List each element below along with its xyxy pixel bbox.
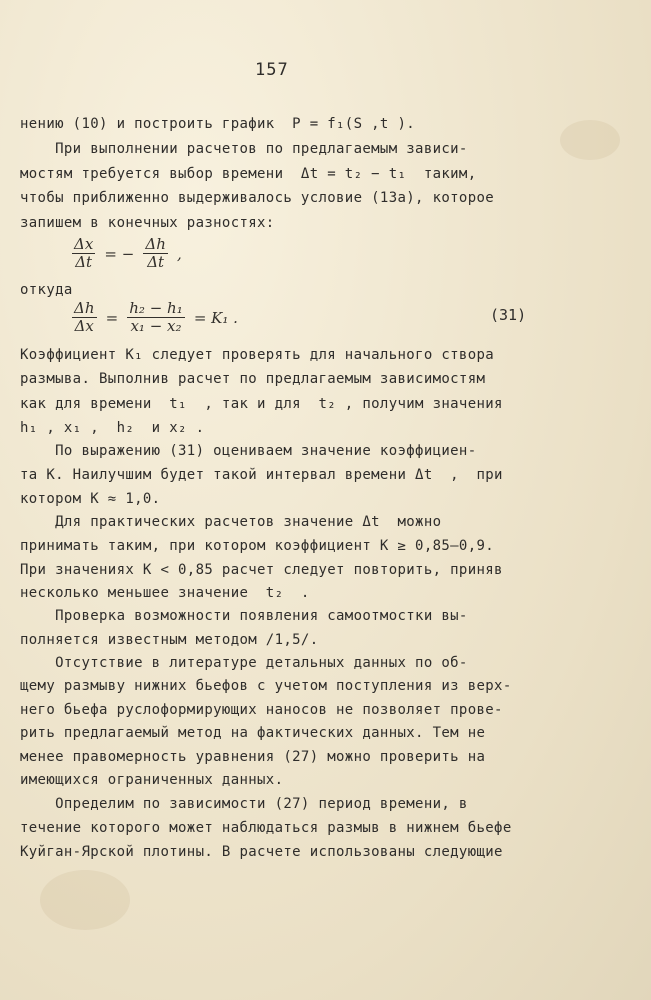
text-line: Коэффициент K₁ следует проверять для начального створа: [20, 347, 495, 363]
fraction: [72, 236, 95, 271]
result-coefficient: = K₁ .: [193, 308, 238, 327]
text-line: При значениях K < 0,85 расчет следует повторить, приняв: [20, 562, 503, 578]
fraction: [127, 300, 184, 335]
text-line: него бьефа руслоформирующих наносов не позволяет прове-: [20, 702, 503, 718]
paper-stain: [560, 120, 620, 160]
text-line: рить предлагаемый метод на фактических данных. Тем не: [20, 725, 486, 741]
fraction: [143, 236, 168, 271]
text-line: При выполнении расчетов по предлагаемым зависи-: [20, 141, 468, 157]
formula-difference-equation: [70, 236, 184, 271]
equals-minus: = −: [104, 244, 135, 263]
equals-sign: =: [105, 308, 119, 327]
text-line: течение которого может наблюдаться размыв в нижнем бьефе: [20, 820, 512, 836]
text-line: менее правомерность уравнения (27) можно проверить на: [20, 749, 486, 765]
text-line: запишем в конечных разностях:: [20, 215, 275, 231]
text-line: мостям требуется выбор времени Δt = t₂ − t₁ таким,: [20, 166, 477, 182]
fraction-denominator: Δt: [75, 253, 93, 271]
fraction-denominator: Δt: [147, 253, 165, 271]
paper-stain: [40, 870, 130, 930]
fraction-numerator: Δh: [74, 299, 95, 317]
text-line: размыва. Выполнив расчет по предлагаемым зависимостям: [20, 371, 486, 387]
fraction: [72, 300, 97, 335]
text-line: По выражению (31) оцениваем значение коэффициен-: [20, 443, 477, 459]
text-line: щему размыву нижних бьефов с учетом поступления из верх-: [20, 678, 512, 694]
text-line: имеющихся ограниченных данных.: [20, 772, 284, 788]
text-line: h₁ , x₁ , h₂ и x₂ .: [20, 420, 205, 436]
text-line: нению (10) и построить график Р = f₁(S ,t ).: [20, 116, 416, 132]
text-line: как для времени t₁ , так и для t₂ , получим значения: [20, 396, 503, 412]
text-line: откуда: [20, 282, 73, 298]
fraction-denominator: Δx: [74, 317, 94, 335]
text-line: несколько меньшее значение t₂ .: [20, 585, 310, 601]
text-line: Для практических расчетов значение Δt можно: [20, 514, 442, 530]
text-line: котором K ≈ 1,0.: [20, 491, 161, 507]
text-line: та K. Наилучшим будет такой интервал времени Δt , при: [20, 467, 503, 483]
fraction-numerator: h₂ − h₁: [129, 299, 183, 317]
comma: ,: [176, 244, 182, 263]
text-line: принимать таким, при котором коэффициент K ≥ 0,85–0,9.: [20, 538, 495, 554]
text-line: полняется известным методом /1,5/.: [20, 632, 319, 648]
text-line: Определим по зависимости (27) период времени, в: [20, 796, 468, 812]
page-number: 157: [255, 60, 289, 80]
text-line: Куйган-Ярской плотины. В расчете использованы следующие: [20, 844, 503, 860]
fraction-numerator: Δx: [74, 235, 94, 253]
text-line: Проверка возможности появления самоотмостки вы-: [20, 608, 468, 624]
fraction-numerator: Δh: [145, 235, 166, 253]
equation-number: (31): [490, 306, 527, 324]
text-line: чтобы приближенно выдерживалось условие (13а), которое: [20, 190, 495, 206]
formula-31: [70, 300, 240, 335]
text-line: Отсутствие в литературе детальных данных по об-: [20, 655, 468, 671]
fraction-denominator: x₁ − x₂: [130, 317, 182, 335]
